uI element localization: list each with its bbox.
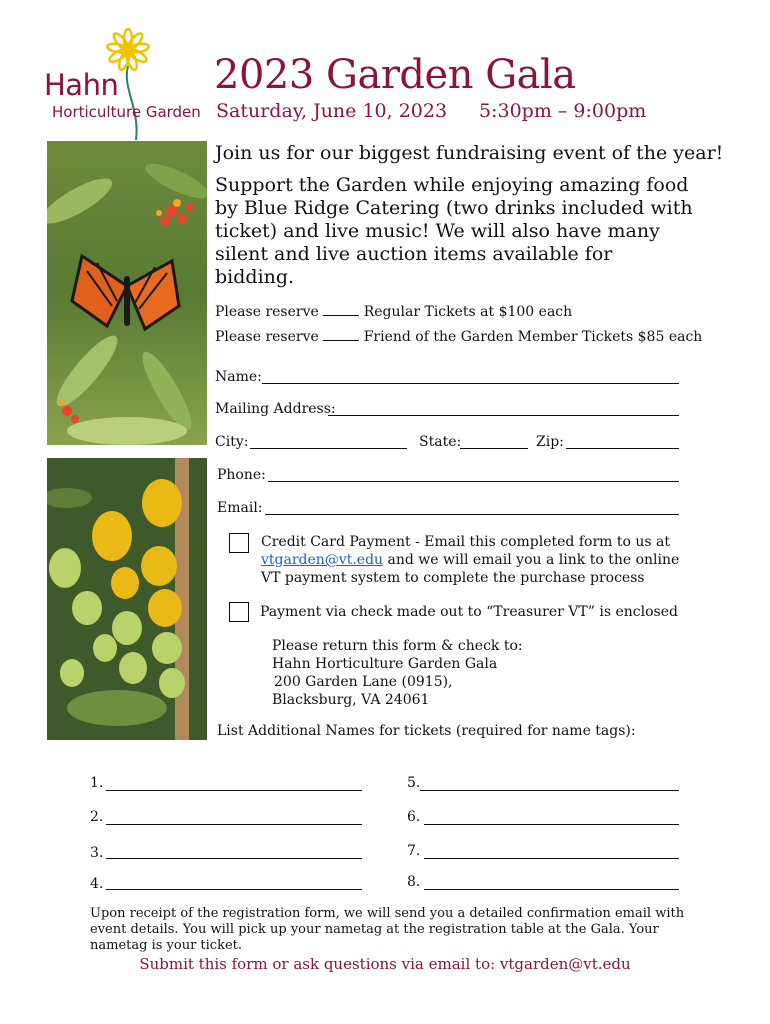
email-link[interactable]: vtgarden@vt.edu bbox=[261, 552, 384, 568]
reserve-label: Please reserve bbox=[215, 329, 319, 345]
submit-instructions: Submit this form or ask questions via email to: vtgarden@vt.edu bbox=[139, 955, 631, 973]
additional-name-field-7[interactable] bbox=[424, 857, 679, 859]
intro-headline: Join us for our biggest fundraising event of the year! bbox=[215, 142, 724, 164]
name-number: 7. bbox=[407, 843, 421, 859]
name-number: 4. bbox=[90, 876, 104, 892]
additional-name-field-2[interactable] bbox=[106, 823, 362, 825]
additional-name-field-8[interactable] bbox=[424, 888, 679, 890]
city-field[interactable] bbox=[250, 447, 407, 449]
member-ticket-label: Friend of the Garden Member Tickets $85 each bbox=[363, 329, 703, 345]
state-field[interactable] bbox=[460, 447, 528, 449]
event-time: 5:30pm – 9:00pm bbox=[479, 100, 647, 122]
regular-quantity-field[interactable] bbox=[323, 303, 359, 316]
name-label: Name: bbox=[215, 369, 262, 385]
intro-body: Support the Garden while enjoying amazing food by Blue Ridge Catering (two drinks included with ticket) and live music! We will also have many silent and live auction items available for bidding. bbox=[215, 174, 693, 288]
check-payment-text: Payment via check made out to “Treasurer VT” is enclosed bbox=[260, 604, 678, 620]
additional-names-heading: List Additional Names for tickets (required for name tags): bbox=[217, 723, 636, 739]
state-label: State: bbox=[419, 434, 462, 450]
additional-name-field-4[interactable] bbox=[106, 888, 362, 890]
member-ticket-row bbox=[215, 328, 702, 345]
logo-text-hahn: Hahn bbox=[44, 68, 119, 102]
butterfly-photo bbox=[47, 141, 207, 445]
confirmation-note: Upon receipt of the registration form, we will send you a detailed confirmation email with event details. You will pick up your nametag at the registration table at the Gala. Your nametag is your ticket. bbox=[90, 906, 685, 953]
return-line-2: Hahn Horticulture Garden Gala bbox=[272, 656, 498, 672]
name-number: 2. bbox=[90, 809, 104, 825]
name-number: 5. bbox=[407, 775, 421, 791]
event-date: Saturday, June 10, 2023 bbox=[216, 100, 448, 122]
name-number: 3. bbox=[90, 845, 104, 861]
additional-name-field-3[interactable] bbox=[106, 857, 362, 859]
phone-label: Phone: bbox=[217, 467, 266, 483]
email-label: Email: bbox=[217, 500, 263, 516]
credit-card-suffix: and we will email you a link to the online VT payment system to complete the purchase process bbox=[261, 552, 680, 586]
mailing-label: Mailing Address: bbox=[215, 401, 336, 417]
tomato-photo bbox=[47, 458, 207, 740]
email-field[interactable] bbox=[265, 513, 679, 515]
reserve-label: Please reserve bbox=[215, 304, 319, 320]
phone-field[interactable] bbox=[268, 480, 679, 482]
return-line-3: 200 Garden Lane (0915), bbox=[274, 674, 453, 690]
name-number: 1. bbox=[90, 775, 104, 791]
city-label: City: bbox=[215, 434, 249, 450]
name-number: 8. bbox=[407, 874, 421, 890]
additional-name-field-1[interactable] bbox=[106, 789, 362, 791]
return-line-1: Please return this form & check to: bbox=[272, 638, 523, 654]
return-line-4: Blacksburg, VA 24061 bbox=[272, 692, 430, 708]
credit-card-prefix: Credit Card Payment - Email this completed form to us at bbox=[261, 534, 671, 550]
additional-name-field-6[interactable] bbox=[424, 823, 679, 825]
zip-label: Zip: bbox=[536, 434, 564, 450]
regular-ticket-row bbox=[215, 303, 572, 320]
name-field[interactable] bbox=[262, 382, 679, 384]
logo-text-garden: Horticulture Garden bbox=[52, 103, 201, 121]
additional-name-field-5[interactable] bbox=[420, 789, 679, 791]
event-title: 2023 Garden Gala bbox=[214, 52, 576, 98]
zip-field[interactable] bbox=[566, 447, 679, 449]
check-payment-checkbox[interactable] bbox=[229, 602, 249, 622]
name-number: 6. bbox=[407, 809, 421, 825]
regular-ticket-label: Regular Tickets at $100 each bbox=[363, 304, 573, 320]
mailing-field[interactable] bbox=[328, 414, 679, 416]
return-address bbox=[272, 637, 523, 709]
member-quantity-field[interactable] bbox=[323, 328, 359, 341]
credit-card-checkbox[interactable] bbox=[229, 533, 249, 553]
credit-card-text bbox=[261, 533, 681, 587]
